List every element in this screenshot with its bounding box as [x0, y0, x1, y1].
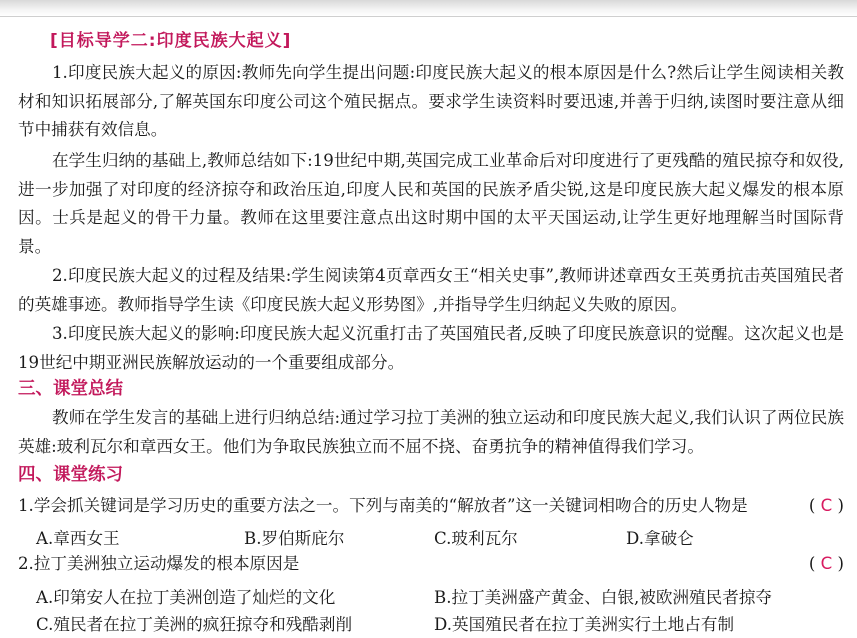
- option-a: A.章西女王: [36, 529, 120, 548]
- option-c: C.玻利瓦尔: [434, 529, 518, 548]
- section-subtitle: [目标导学二:印度民族大起义]: [50, 31, 292, 51]
- option-c: C.殖民者在拉丁美洲的疯狂掠夺和残酷剥削: [36, 615, 353, 634]
- heading-class-summary: 三、课堂总结: [18, 379, 123, 399]
- paragraph-causes: 1.印度民族大起义的原因:教师先向学生提出问题:印度民族大起义的根本原因是什么?然后让学生阅读相关教材和知识拓展部分,了解英国东印度公司这个殖民据点。要求学生读资料时要迅速,并善于归纳,读图时要注意从细节中捕获有效信息。: [18, 63, 844, 140]
- paragraph-class-summary: 教师在学生发言的基础上进行归纳总结:通过学习拉丁美洲的独立运动和印度民族大起义,我们认识了两位民族英雄:玻利瓦尔和章西女王。他们为争取民族独立而不屈不挠、奋勇抗争的精神值得我们学习。: [18, 408, 844, 456]
- question-1: [18, 492, 844, 519]
- option-b: B.拉丁美洲盛产黄金、白银,被欧洲殖民者掠夺: [434, 588, 773, 607]
- paragraph-summary-causes: 在学生归纳的基础上,教师总结如下:19世纪中期,英国完成工业革命后对印度进行了更残酷的殖民掠夺和奴役,进一步加强了对印度的经济掠夺和政治压迫,印度人民和英国的民族矛盾尖锐,这是印度民族大起义爆发的根本原因。士兵是起义的骨干力量。教师在这里要注意点出这时期中国的太平天国运动,让学生更好地理解当时国际背景。: [18, 151, 844, 256]
- answer-letter: C: [820, 554, 833, 573]
- question-stem: 1.学会抓关键词是学习历史的重要方法之一。下列与南美的“解放者”这一关键词相吻合的历史人物是: [18, 496, 748, 515]
- paragraph-process: 2.印度民族大起义的过程及结果:学生阅读第4页章西女王“相关史事”,教师讲述章西女王英勇抗击英国殖民者的英雄事迹。教师指导学生读《印度民族大起义形势图》,并指导学生归纳起义失败的原因。: [18, 266, 844, 314]
- page-top-edge: [0, 0, 857, 17]
- answer-blank: ( C ): [808, 496, 844, 515]
- option-d: D.英国殖民者在拉丁美洲实行土地占有制: [434, 615, 735, 634]
- answer-blank: ( C ): [808, 554, 844, 573]
- answer-letter: C: [820, 496, 833, 515]
- question-2: [18, 550, 844, 577]
- question-stem: 2.拉丁美洲独立运动爆发的根本原因是: [18, 554, 300, 573]
- option-b: B.罗伯斯庇尔: [244, 529, 345, 548]
- paragraph-impact: 3.印度民族大起义的影响:印度民族大起义沉重打击了英国殖民者,反映了印度民族意识的觉醒。这次起义也是19世纪中期亚洲民族解放运动的一个重要组成部分。: [18, 324, 844, 372]
- option-a: A.印第安人在拉丁美洲创造了灿烂的文化: [36, 588, 336, 607]
- option-d: D.拿破仑: [626, 529, 694, 548]
- heading-class-exercise: 四、课堂练习: [18, 465, 123, 485]
